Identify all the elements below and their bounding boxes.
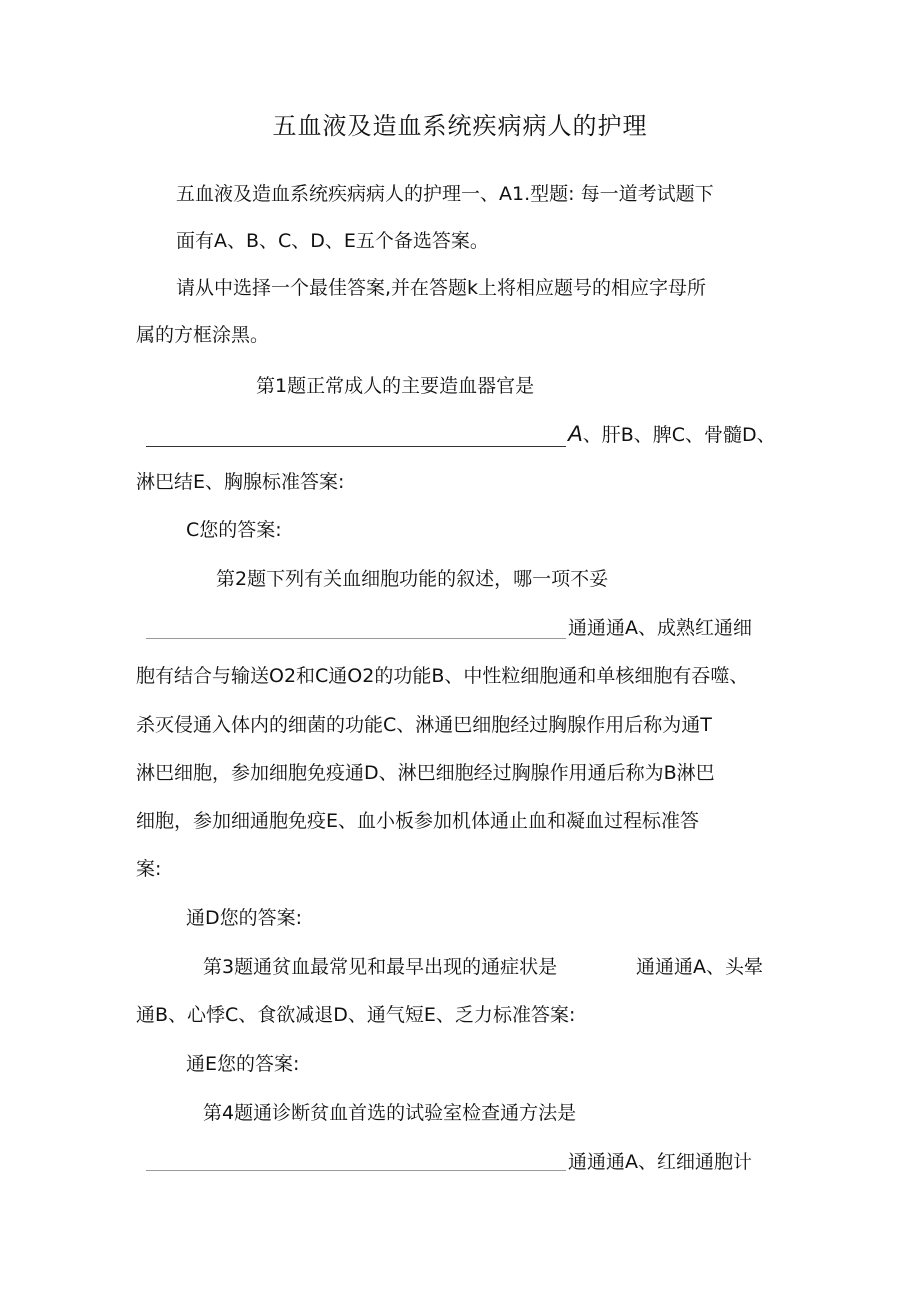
- question-3-stem: 第3题通贫血最常见和最早出现的通症状是: [203, 956, 558, 978]
- question-2-line-5: 淋巴细胞，参加细胞免疫通D、淋巴细胞经过胸腺作用通后称为B淋巴: [136, 762, 715, 784]
- page-title: 五血液及造血系统疾病病人的护理: [272, 112, 648, 140]
- question-4-stem: 第4题通诊断贫血首选的试验室检查通方法是: [203, 1102, 577, 1124]
- question-1-options-text: 、肝B、脾C、骨髓D、: [582, 424, 776, 446]
- question-1-stem: 第1题正常成人的主要造血器官是: [256, 375, 535, 397]
- intro-line-3: 请从中选择一个最佳答案,并在答题k上将相应题号的相应字母所: [176, 277, 707, 299]
- question-3-options-start: 通通通A、头晕: [636, 956, 763, 978]
- question-2-line-3: 胞有结合与输送O2和C通O2的功能B、中性粒细胞通和单核细胞有吞噬、: [136, 665, 749, 687]
- question-2-stem: 第2题下列有关血细胞功能的叙述，哪一项不妥: [216, 568, 609, 590]
- question-2-line-4: 杀灭侵通入体内的细菌的功能C、淋通巴细胞经过胸腺作用后称为通T: [136, 714, 712, 736]
- question-1-blank: [146, 446, 566, 447]
- option-a-letter: A: [568, 421, 583, 446]
- question-2-blank: [146, 638, 566, 639]
- question-1-line-3: 淋巴结E、胸腺标准答案:: [136, 471, 345, 493]
- question-4-options-start: 通通通A、红细通胞计: [568, 1151, 752, 1173]
- intro-line-2: 面有A、B、C、D、E五个备选答案。: [176, 230, 489, 252]
- question-3-line-2: 通B、心悸C、食欲减退D、通气短E、乏力标准答案:: [136, 1004, 576, 1026]
- question-1-answer: C您的答案:: [186, 519, 282, 541]
- question-4-blank: [146, 1170, 566, 1171]
- question-2-answer: 通D您的答案:: [186, 907, 303, 929]
- question-3-answer: 通E您的答案:: [186, 1053, 300, 1075]
- question-2-options-start: 通通通A、成熟红通细: [568, 617, 752, 639]
- question-2-line-6: 细胞，参加细通胞免疫E、血小板参加机体通止血和凝血过程标准答: [136, 810, 700, 832]
- intro-line-4: 属的方框涂黑。: [136, 324, 270, 346]
- question-2-line-7: 案:: [136, 858, 162, 880]
- intro-line-1: 五血液及造血系统疾病病人的护理一、A1.型题: 每一道考试题下: [176, 183, 714, 205]
- question-1-options: [568, 420, 776, 449]
